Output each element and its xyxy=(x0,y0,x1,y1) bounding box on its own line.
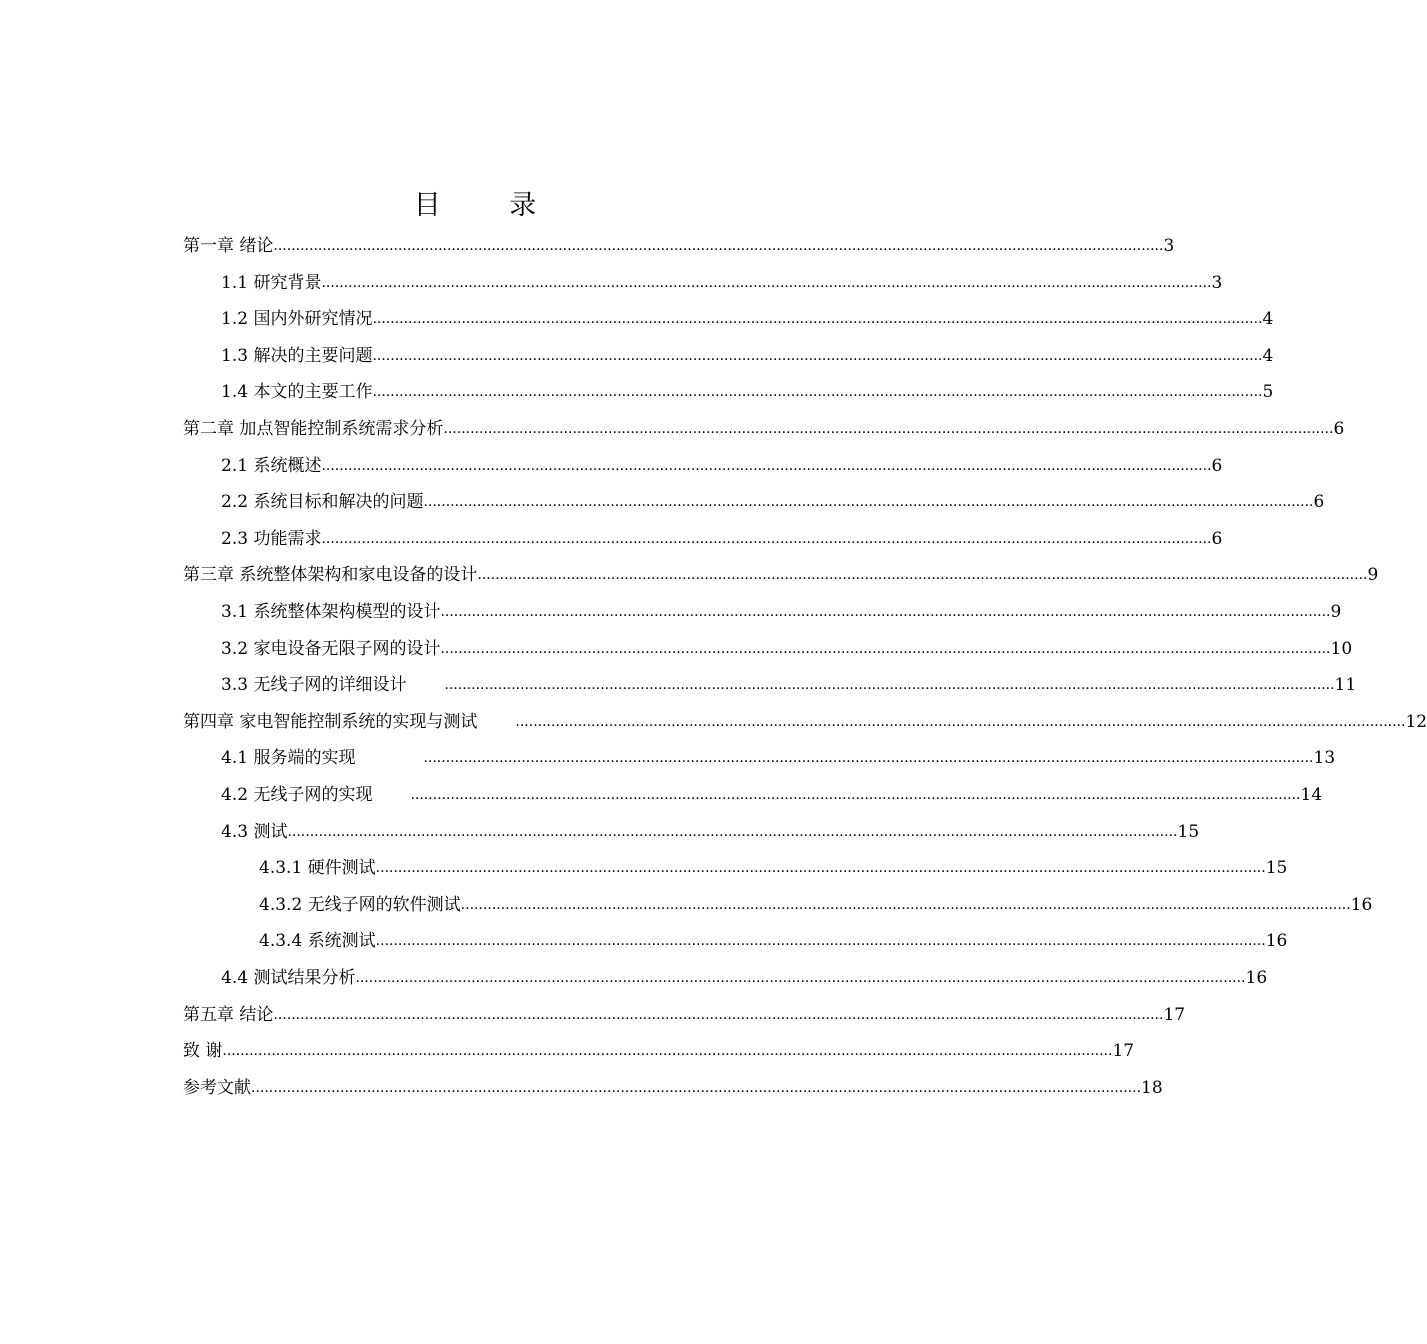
toc-entry-label: 3.2 家电设备无限子网的设计 xyxy=(221,638,441,659)
toc-title: 目 录 xyxy=(413,190,567,221)
toc-entry-label: 2.1 系统概述 xyxy=(221,455,322,476)
toc-entry-label: 1.3 解决的主要问题 xyxy=(221,345,373,366)
toc-entry-page-number: 16 xyxy=(1265,931,1288,952)
toc-entry-page-number: 15 xyxy=(1177,821,1200,842)
toc-entry-page-number: 4 xyxy=(1262,345,1274,366)
toc-entry-page-number: 3 xyxy=(1163,236,1175,256)
toc-entry-label: 4.2 无线子网的实现 xyxy=(221,785,373,805)
toc-entry[interactable] xyxy=(183,703,1427,733)
toc-leader-dots: ........................................................................................................................................................................................................ xyxy=(273,1006,1164,1023)
toc-entry[interactable] xyxy=(259,886,1373,916)
toc-entry[interactable] xyxy=(221,447,1223,477)
toc-leader-dots: ........................................................................................................................................................................................................ xyxy=(372,311,1263,328)
toc-entry-page-number: 9 xyxy=(1367,565,1379,586)
toc-entry-page-number: 10 xyxy=(1330,638,1353,659)
toc-leader-dots: ........................................................................................................................................................................................................ xyxy=(440,604,1331,620)
toc-entry-page-number: 4 xyxy=(1262,309,1274,330)
toc-leader-dots: ........................................................................................................................................................................................................ xyxy=(372,347,1263,364)
toc-entry-page-number: 16 xyxy=(1350,894,1373,915)
toc-entry-label: 4.4 测试结果分析 xyxy=(221,968,356,988)
toc-entry-label: 1.2 国内外研究情况 xyxy=(221,309,373,330)
toc-entry-page-number: 12 xyxy=(1405,711,1427,732)
toc-leader-dots: ........................................................................................................................................................................................................ xyxy=(423,750,1314,767)
toc-entry-label: 3.3 无线子网的详细设计 xyxy=(221,675,407,696)
toc-entry[interactable] xyxy=(221,630,1353,660)
toc-entry-label: 第三章 系统整体架构和家电设备的设计 xyxy=(183,565,478,586)
toc-entry-label: 第一章 绪论 xyxy=(183,236,274,256)
toc-leader-dots: ........................................................................................................................................................................................................ xyxy=(440,640,1331,657)
toc-entry-page-number: 13 xyxy=(1313,748,1336,769)
toc-entry-label: 4.1 服务端的实现 xyxy=(221,748,356,769)
toc-entry-label: 2.3 功能需求 xyxy=(221,528,322,549)
toc-entry-page-number: 11 xyxy=(1334,675,1357,696)
toc-leader-dots: ........................................................................................................................................................................................................ xyxy=(321,274,1212,291)
toc-leader-dots: ........................................................................................................................................................................................................ xyxy=(410,787,1301,803)
toc-leader-dots: ........................................................................................................................................................................................................ xyxy=(443,421,1334,437)
toc-entry-page-number: 6 xyxy=(1333,419,1345,439)
toc-leader-dots: ........................................................................................................................................................................................................ xyxy=(375,933,1266,950)
toc-entry[interactable] xyxy=(183,410,1345,440)
toc-entry-label: 4.3.4 系统测试 xyxy=(259,931,376,952)
toc-entry-label: 致 谢 xyxy=(183,1041,223,1062)
toc-entry-label: 2.2 系统目标和解决的问题 xyxy=(221,492,424,513)
toc-entry-label: 1.1 研究背景 xyxy=(221,272,322,293)
toc-leader-dots: ........................................................................................................................................................................................................ xyxy=(321,457,1212,474)
toc-leader-dots: ........................................................................................................................................................................................................ xyxy=(355,970,1246,986)
toc-entry[interactable] xyxy=(183,996,1186,1026)
toc-entry[interactable] xyxy=(221,666,1357,696)
toc-entry[interactable] xyxy=(221,776,1323,806)
toc-entry-page-number: 16 xyxy=(1245,968,1268,988)
toc-leader-dots: ........................................................................................................................................................................................................ xyxy=(477,567,1368,584)
toc-leader-dots: ........................................................................................................................................................................................................ xyxy=(375,860,1266,877)
toc-entry[interactable] xyxy=(221,337,1274,367)
toc-entry[interactable] xyxy=(221,264,1223,294)
toc-entry[interactable] xyxy=(183,1069,1163,1099)
toc-entry-label: 参考文献 xyxy=(183,1077,251,1098)
toc-entry[interactable] xyxy=(259,922,1288,952)
toc-entry[interactable] xyxy=(221,593,1342,623)
toc-leader-dots: ........................................................................................................................................................................................................ xyxy=(515,713,1406,730)
toc-entry-page-number: 18 xyxy=(1141,1077,1163,1098)
toc-leader-dots: ........................................................................................................................................................................................................ xyxy=(251,1079,1142,1096)
toc-entry[interactable] xyxy=(183,227,1175,257)
toc-leader-dots: ........................................................................................................................................................................................................ xyxy=(372,384,1263,401)
toc-leader-dots: ........................................................................................................................................................................................................ xyxy=(273,238,1164,254)
toc-entry[interactable] xyxy=(221,959,1268,989)
toc-entry-page-number: 15 xyxy=(1265,858,1288,879)
toc-leader-dots: ........................................................................................................................................................................................................ xyxy=(222,1043,1113,1060)
toc-leader-dots: ........................................................................................................................................................................................................ xyxy=(444,677,1335,694)
toc-entry-label: 3.1 系统整体架构模型的设计 xyxy=(221,602,441,622)
toc-leader-dots: ........................................................................................................................................................................................................ xyxy=(423,494,1314,511)
toc-entry-label: 第四章 家电智能控制系统的实现与测试 xyxy=(183,711,478,732)
toc-entry[interactable] xyxy=(221,739,1336,769)
toc-entry-label: 4.3.2 无线子网的软件测试 xyxy=(259,894,461,915)
toc-entry[interactable] xyxy=(221,300,1274,330)
toc-leader-dots: ........................................................................................................................................................................................................ xyxy=(287,823,1178,840)
toc-entry-label: 第二章 加点智能控制系统需求分析 xyxy=(183,419,444,439)
toc-entry-page-number: 5 xyxy=(1262,382,1274,403)
toc-entry[interactable] xyxy=(221,483,1325,513)
toc-entry-page-number: 6 xyxy=(1313,492,1325,513)
toc-entry-label: 1.4 本文的主要工作 xyxy=(221,382,373,403)
toc-leader-dots: ........................................................................................................................................................................................................ xyxy=(460,896,1351,913)
toc-entry[interactable] xyxy=(221,373,1274,403)
toc-entry-page-number: 17 xyxy=(1112,1041,1135,1062)
toc-entry[interactable] xyxy=(259,849,1288,879)
toc-entry[interactable] xyxy=(183,1032,1135,1062)
toc-entry-page-number: 6 xyxy=(1211,528,1223,549)
toc-entry-page-number: 17 xyxy=(1163,1004,1186,1025)
toc-leader-dots: ........................................................................................................................................................................................................ xyxy=(321,530,1212,547)
toc-entry-label: 4.3 测试 xyxy=(221,821,288,842)
toc-entry[interactable] xyxy=(183,556,1379,586)
toc-entry-label: 第五章 结论 xyxy=(183,1004,274,1025)
toc-entry[interactable] xyxy=(221,813,1200,843)
toc-entry-page-number: 14 xyxy=(1300,785,1323,805)
toc-entry-label: 4.3.1 硬件测试 xyxy=(259,858,376,879)
toc-entry-page-number: 3 xyxy=(1211,272,1223,293)
toc-entry-page-number: 6 xyxy=(1211,455,1223,476)
toc-entry-page-number: 9 xyxy=(1330,602,1342,622)
toc-entry[interactable] xyxy=(221,520,1223,550)
